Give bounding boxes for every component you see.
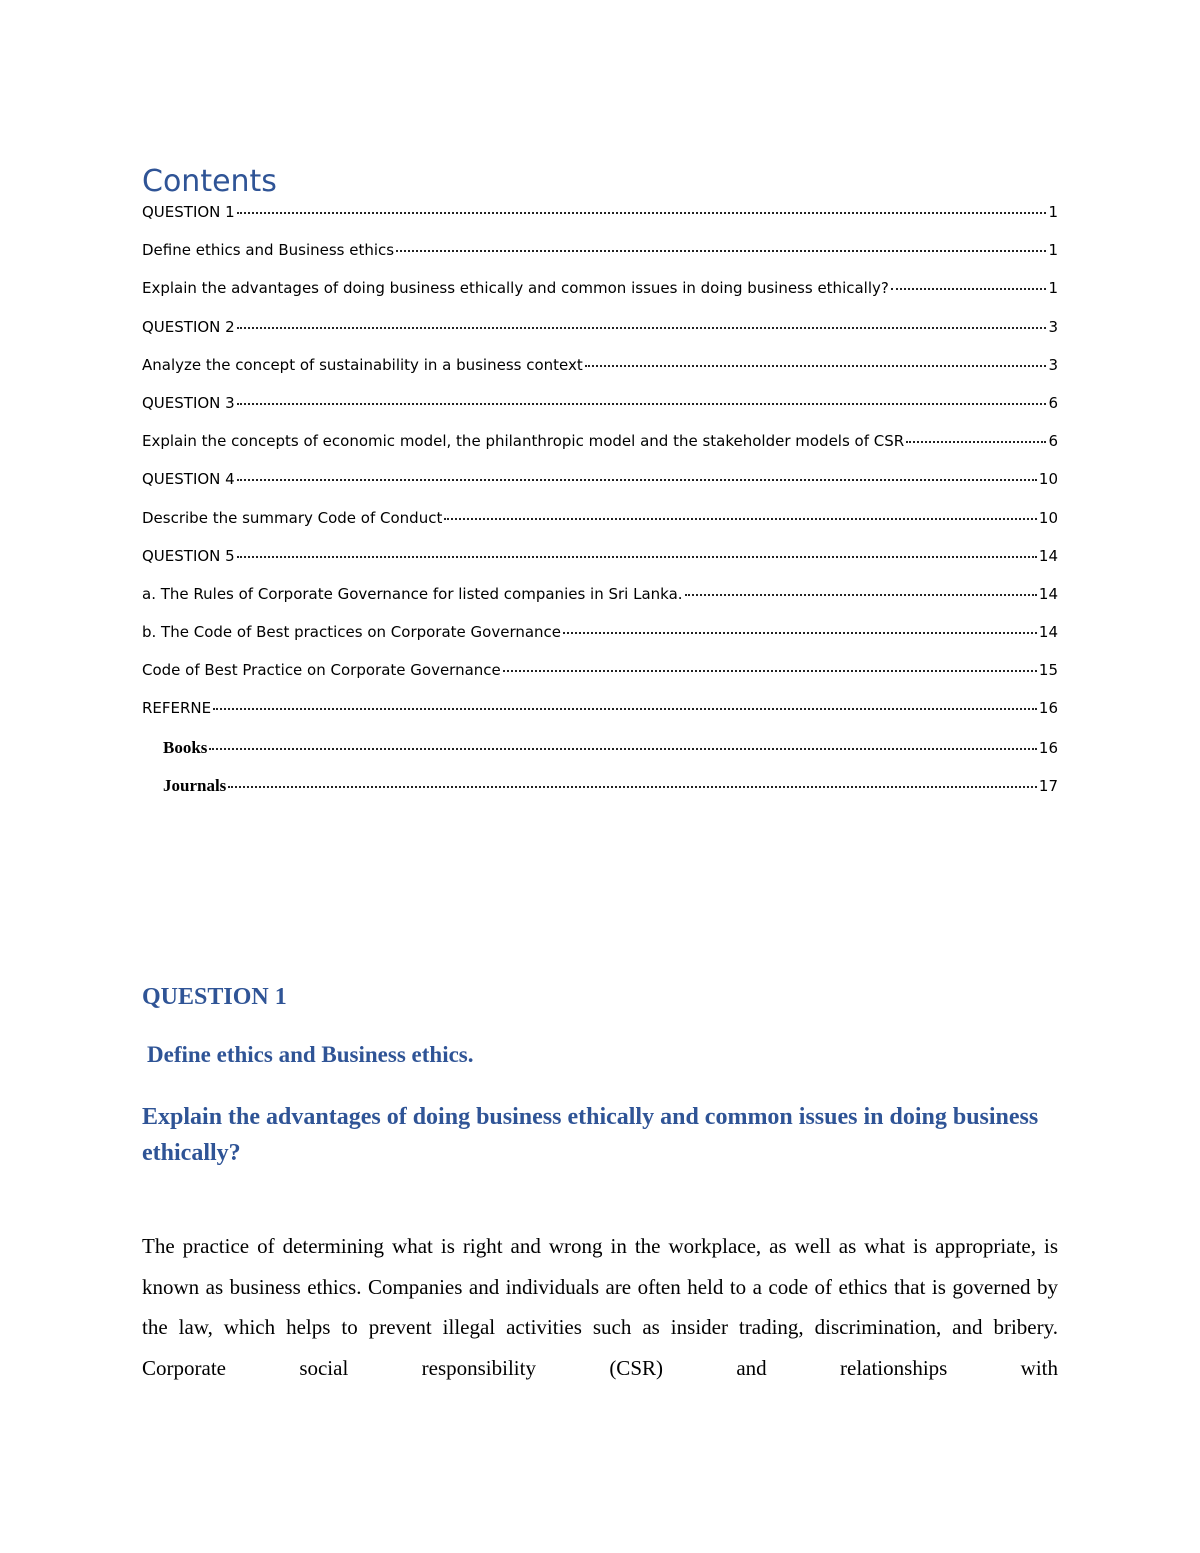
toc-entry-page: 6: [1048, 393, 1058, 412]
toc-entry-rules-governance[interactable]: [142, 585, 1058, 623]
toc-entry-references[interactable]: [142, 699, 1058, 737]
toc-entry-page: 3: [1048, 355, 1058, 374]
toc-entry-page: 1: [1048, 203, 1058, 221]
dot-leader: [237, 478, 1037, 481]
section-heading: QUESTION 1: [142, 984, 287, 1010]
toc-entry-label: Books: [163, 737, 208, 757]
toc-entry-label: REFERNE: [142, 699, 212, 718]
toc-entry-page: 3: [1048, 317, 1058, 336]
toc-entry-page: 6: [1048, 432, 1058, 451]
toc-entry-label: QUESTION 5: [142, 546, 235, 565]
toc-entry-page: 14: [1038, 623, 1058, 642]
toc-entry-books[interactable]: [142, 738, 1058, 776]
toc-entry-question-2[interactable]: [142, 318, 1058, 356]
toc-entry-label: QUESTION 1: [142, 203, 235, 221]
toc-entry-page: 10: [1038, 470, 1058, 489]
body-paragraph: The practice of determining what is right and wrong in the workplace, as well as what is appropriate, is known as business ethics. Companies and individuals are often held to a code of ethics that is governed by the law, which helps to prevent illegal activities such as insider trading, discrimination, and bribery. Corporate social responsibility (CSR) and relationships with: [142, 1234, 1058, 1380]
toc-entry-label: Describe the summary Code of Conduct: [142, 508, 443, 527]
toc-entry-best-practices[interactable]: [142, 623, 1058, 661]
toc-entry-page: 16: [1038, 699, 1058, 718]
toc-entry-label: QUESTION 4: [142, 470, 235, 489]
dot-leader: [237, 211, 1047, 214]
toc-entry-advantages[interactable]: [142, 279, 1058, 317]
toc-entry-page: 16: [1038, 738, 1058, 757]
toc-entry-page: 15: [1038, 661, 1058, 680]
dot-leader: [891, 287, 1047, 290]
dot-leader: [213, 707, 1037, 710]
toc-entry-question-1[interactable]: [142, 203, 1058, 241]
toc-entry-journals[interactable]: [142, 776, 1058, 814]
table-of-contents: [142, 203, 1058, 814]
toc-entry-label: Explain the advantages of doing business ethically and common issues in doing business ethically?: [142, 279, 889, 298]
toc-entry-question-4[interactable]: [142, 470, 1058, 508]
toc-entry-define-ethics[interactable]: [142, 241, 1058, 279]
dot-leader: [237, 555, 1037, 558]
toc-entry-label: QUESTION 3: [142, 393, 235, 412]
toc-entry-sustainability[interactable]: [142, 356, 1058, 394]
toc-entry-page: 17: [1038, 776, 1058, 795]
dot-leader: [585, 364, 1047, 367]
toc-entry-label: a. The Rules of Corporate Governance for listed companies in Sri Lanka.: [142, 584, 683, 603]
toc-entry-label: Code of Best Practice on Corporate Governance: [142, 661, 501, 680]
dot-leader: [685, 593, 1037, 596]
dot-leader: [237, 402, 1047, 405]
toc-entry-label: Define ethics and Business ethics: [142, 241, 395, 260]
dot-leader: [444, 517, 1037, 520]
toc-entry-page: 10: [1038, 508, 1058, 527]
dot-leader: [906, 440, 1046, 443]
toc-entry-label: Journals: [163, 775, 227, 795]
toc-entry-code-of-conduct[interactable]: [142, 509, 1058, 547]
toc-title: Contents: [142, 164, 277, 199]
toc-entry-label: Explain the concepts of economic model, the philanthropic model and the stakeholder models of CSR: [142, 432, 905, 451]
dot-leader: [396, 249, 1046, 252]
dot-leader: [228, 785, 1037, 788]
dot-leader: [563, 631, 1037, 634]
dot-leader: [237, 326, 1047, 329]
toc-entry-code-best-practice[interactable]: [142, 661, 1058, 699]
toc-entry-label: b. The Code of Best practices on Corporate Governance: [142, 623, 562, 642]
question-heading: Explain the advantages of doing business ethically and common issues in doing business ethically?: [142, 1104, 1039, 1166]
toc-entry-csr-models[interactable]: [142, 432, 1058, 470]
dot-leader: [503, 669, 1037, 672]
toc-entry-page: 1: [1048, 279, 1058, 298]
toc-entry-page: 14: [1038, 546, 1058, 565]
toc-entry-question-3[interactable]: [142, 394, 1058, 432]
toc-entry-page: 1: [1048, 241, 1058, 260]
dot-leader: [209, 747, 1036, 750]
toc-entry-label: QUESTION 2: [142, 317, 235, 336]
toc-entry-question-5[interactable]: [142, 547, 1058, 585]
toc-entry-label: Analyze the concept of sustainability in a business context: [142, 355, 583, 374]
section-subheading: Define ethics and Business ethics.: [147, 1042, 474, 1067]
toc-entry-page: 14: [1038, 584, 1058, 603]
